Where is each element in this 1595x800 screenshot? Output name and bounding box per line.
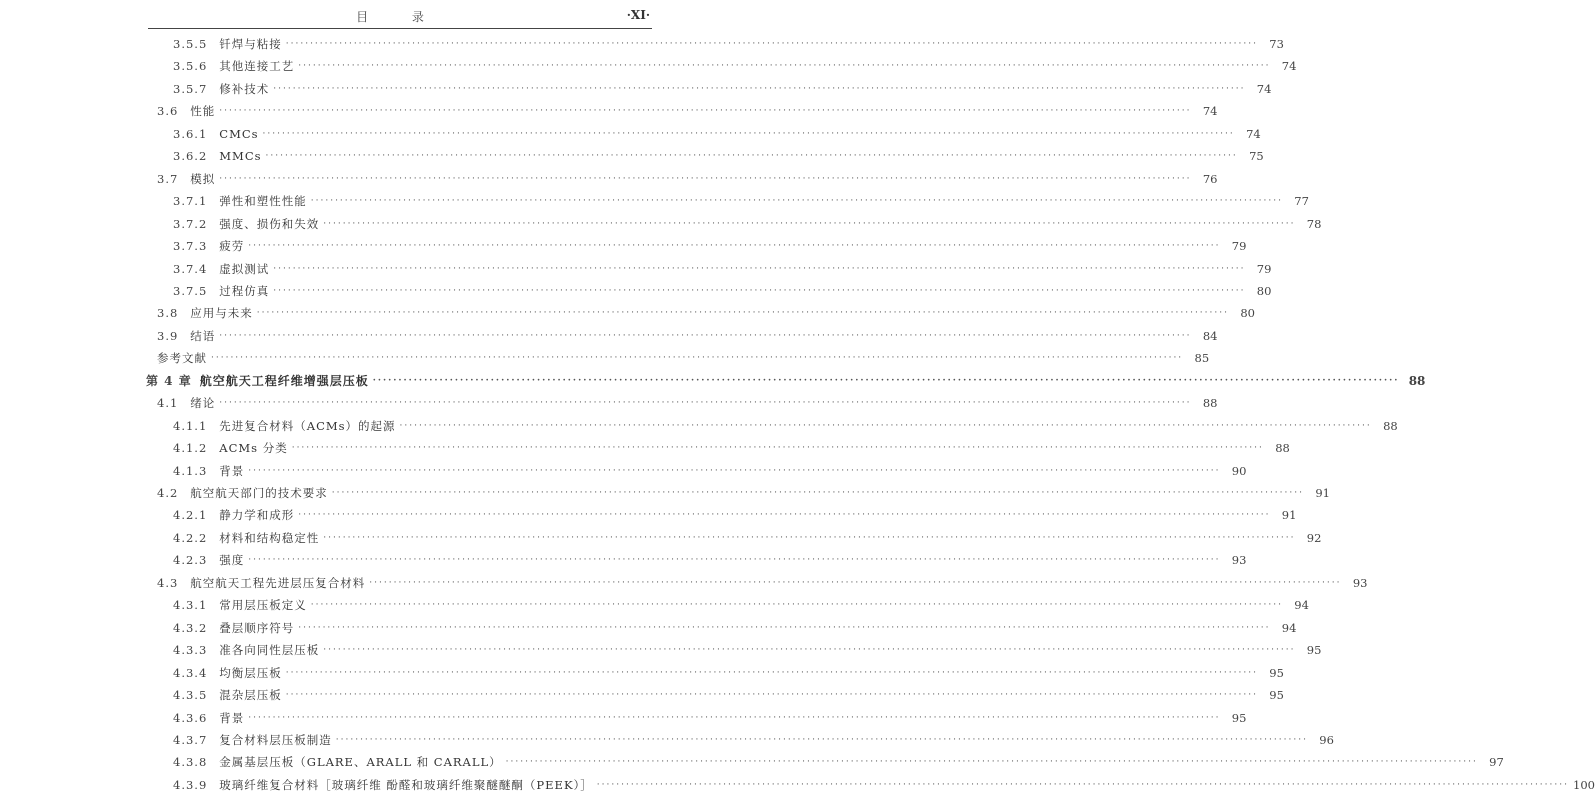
toc-leader-dots: ········································································································································································································ [219,330,1192,341]
toc-entry-number: 4.2.1 [173,508,208,523]
toc-entry-number: 4.1.1 [173,418,208,433]
toc-entry-number: 4.3.5 [173,688,208,703]
toc-entry-number: 3.7.2 [173,216,208,231]
toc-entry-title: 均衡层压板 [219,665,282,680]
toc-entry-number: 4.3.1 [173,598,208,613]
toc-leader-dots: ········································································································································································································ [323,218,1296,229]
toc-entry-title: 复合材料层压板制造 [219,732,332,747]
toc-entry-title: 叠层顺序符号 [219,620,295,635]
toc-entry[interactable] [173,34,1284,54]
toc-entry-title: 航空航天工程先进层压复合材料 [190,575,366,590]
toc-entry-title: 航空航天部门的技术要求 [190,486,328,500]
toc-entry-number: 3.7 [157,171,179,186]
toc-entry[interactable] [173,708,1247,728]
toc-leader-dots: ········································································································································································································ [399,420,1372,431]
toc-entry[interactable] [173,752,1504,772]
toc-entry-page: 90 [1231,463,1247,478]
toc-entry-page: 88 [1275,441,1290,456]
toc-entry[interactable] [173,505,1297,525]
toc-entry-page: 74 [1202,104,1218,119]
toc-entry-page: 97 [1489,755,1504,770]
toc-entry-page: 74 [1281,59,1297,74]
toc-entry-number: 4.3.9 [173,777,208,792]
toc-leader-dots: ········································································································································································································ [273,263,1246,274]
toc-leader-dots: ········································································································································································································ [248,465,1221,476]
toc-entry[interactable] [173,191,1309,211]
toc-entry-number: 4.3.3 [173,643,208,658]
toc-entry-page: 88 [1202,396,1218,411]
toc-entry-page: 95 [1269,688,1284,703]
toc-leader-dots: ········································································································································································································ [323,532,1296,543]
toc-entry-number: 3.5.6 [173,59,208,74]
toc-leader-dots: ········································································································································································································ [596,779,1569,790]
toc-entry-title: CMCs [219,126,259,141]
toc-entry-page: 94 [1294,598,1309,613]
toc-leader-dots: ········································································································································································································ [211,353,1184,364]
toc-entry-number: 3.6 [157,104,179,119]
toc-entry-page: 93 [1352,575,1368,590]
toc-entry-number: 4.1 [157,396,179,411]
toc-entry-number: 3.5.7 [173,81,208,96]
toc-leader-dots: ········································································································································································································ [219,106,1192,117]
toc-entry-title: 准各向同性层压板 [219,643,320,658]
toc-leader-dots: ········································································································································································································ [372,375,1400,386]
toc-entry-page: 91 [1281,508,1297,523]
toc-entry[interactable] [173,528,1322,548]
toc-entry-title: 弹性和塑性性能 [219,194,307,209]
toc-entry-page: 76 [1202,171,1218,186]
toc-entry-number: 3.7.1 [173,194,208,209]
toc-entry-title: 玻璃纤维复合材料［玻璃纤维 酚醛和玻璃纤维聚醚醚酮（PEEK）］ [219,777,593,792]
toc-leader-dots: ········································································································································································································ [298,61,1271,72]
toc-entry-number: 3.5.5 [173,37,208,51]
toc-leader-dots: ········································································································································································································ [298,622,1271,633]
toc-leader-dots: ········································································································································································································ [256,308,1229,319]
toc-entry[interactable] [157,483,1330,503]
toc-entry-title: 过程仿真 [219,283,270,298]
toc-entry-number: 3.7.5 [173,283,208,298]
toc-leader-dots: ········································································································································································································ [369,577,1342,588]
toc-entry-title: 材料和结构稳定性 [219,530,320,545]
toc-entry-title: 强度 [219,553,245,568]
toc-entry-title: 强度、损伤和失效 [219,216,320,231]
toc-leader-dots: ········································································································································································································ [285,39,1258,49]
toc-entry-page: 93 [1231,553,1247,568]
toc-entry[interactable] [173,730,1334,750]
toc-chapter-entry[interactable] [146,371,1426,391]
toc-entry[interactable] [173,595,1309,615]
toc-entry-title: 疲劳 [219,239,245,254]
toc-leader-dots: ········································································································································································································ [248,555,1221,566]
toc-entry-number: 3.6.1 [173,126,208,141]
toc-entry[interactable] [157,101,1218,121]
toc-entry[interactable] [173,438,1290,458]
toc-entry-title: 性能 [190,104,216,119]
toc-entry-title: 应用与未来 [190,306,253,321]
toc-entry-page: 94 [1281,620,1297,635]
toc-leader-dots: ········································································································································································································ [335,734,1308,745]
toc-entry-page: 95 [1269,665,1284,680]
toc-entry[interactable] [173,775,1595,795]
toc-entry-page: 88 [1383,418,1398,433]
toc-leader-dots: ········································································································································································································ [310,196,1283,207]
toc-entry-title: 虚拟测试 [219,261,270,276]
toc-entry-number: 4.2 [157,486,179,500]
header-title: 目 录 [356,10,444,24]
toc-entry[interactable] [173,146,1264,166]
toc-entry[interactable] [157,169,1218,189]
toc-entry-title: 结语 [190,328,216,343]
toc-entry[interactable] [173,281,1272,301]
toc-entry-number: 4.3.6 [173,710,208,725]
toc-leader-dots: ········································································································································································································ [273,83,1246,94]
toc-entry-page: 84 [1202,328,1218,343]
toc-entry[interactable] [157,326,1218,346]
toc-entry-page: 95 [1231,710,1247,725]
toc-leader-dots: ········································································································································································································ [265,151,1238,162]
toc-entry[interactable] [173,461,1247,481]
toc-entry-title: 修补技术 [219,81,270,96]
toc-leader-dots: ········································································································································································································ [298,510,1271,521]
toc-entry-title: 背景 [219,463,245,478]
toc-entry-title: 先进复合材料（ACMs）的起源 [219,418,396,433]
toc-leader-dots: ········································································································································································································ [248,712,1221,723]
toc-entry-page: 73 [1269,37,1284,51]
toc-entry[interactable] [173,663,1284,683]
toc-entry-title: 钎焊与粘接 [219,37,282,51]
toc-entry[interactable] [173,79,1272,99]
toc-leader-dots: ········································································································································································································ [285,667,1258,678]
toc-entry-page: 77 [1294,194,1309,209]
toc-entry[interactable] [173,550,1247,570]
toc-entry-page: 85 [1194,351,1210,366]
toc-leader-dots: ········································································································································································································ [248,241,1221,252]
toc-leader-dots: ········································································································································································································ [262,128,1235,139]
toc-entry[interactable] [157,348,1210,368]
toc-entry-number: 4.3.2 [173,620,208,635]
toc-entry-number: 4.3 [157,575,179,590]
toc-entry-page: 75 [1249,149,1264,164]
toc-entry-title: 静力学和成形 [219,508,295,523]
toc-leader-dots: ········································································································································································································ [505,757,1478,768]
toc-entry-page: 100 [1573,777,1595,792]
toc-entry-number: 4.3.7 [173,732,208,747]
toc-entry-title: 混杂层压板 [219,688,282,703]
toc-entry-title: 参考文献 [157,351,207,366]
toc-entry[interactable] [173,640,1322,660]
toc-entry-number: 4.3.4 [173,665,208,680]
toc-entry-page: 96 [1319,732,1334,747]
toc-leader-dots: ········································································································································································································ [323,645,1296,656]
toc-entry-title: 常用层压板定义 [219,598,307,613]
toc-leader-dots: ········································································································································································································ [310,600,1283,611]
toc-entry-title: ACMs 分类 [219,441,288,456]
toc-entry-page: 80 [1240,306,1255,321]
toc-entry-number: 第 4 章 [146,373,192,388]
toc-entry-number: 4.2.3 [173,553,208,568]
toc-entry[interactable] [173,236,1247,256]
toc-leader-dots: ········································································································································································································ [331,488,1304,498]
toc-leader-dots: ········································································································································································································ [291,443,1264,454]
toc-entry-page: 79 [1256,261,1272,276]
toc-entry-number: 3.7.3 [173,239,208,254]
toc-entry-page: 74 [1246,126,1261,141]
toc-entry-title: 背景 [219,710,245,725]
toc-entry-title: 其他连接工艺 [219,59,295,74]
toc-entry[interactable] [157,393,1218,413]
toc-entry[interactable] [173,124,1261,144]
toc-entry[interactable] [173,56,1297,76]
toc-entry[interactable] [173,685,1284,705]
toc-leader-dots: ········································································································································································································ [219,398,1192,409]
toc-entry[interactable] [173,214,1322,234]
toc-entry-number: 4.3.8 [173,755,208,770]
page-header [148,0,652,29]
toc-entry-number: 3.6.2 [173,149,208,164]
toc-entry-number: 3.9 [157,328,179,343]
toc-entry-number: 3.8 [157,306,179,321]
toc-entry-title: 金属基层压板（GLARE、ARALL 和 CARALL） [219,755,502,770]
toc-entry-page: 91 [1315,486,1330,500]
toc-entry-page: 88 [1408,373,1426,388]
toc-entry[interactable] [157,303,1255,323]
toc-entry-title: 模拟 [190,171,216,186]
toc-entry-page: 92 [1306,530,1322,545]
toc-leader-dots: ········································································································································································································ [219,173,1192,184]
toc-entry[interactable] [173,416,1398,436]
toc-entry-page: 95 [1306,643,1322,658]
toc-entry[interactable] [157,573,1368,593]
toc-entry[interactable] [173,259,1272,279]
toc-entry-number: 4.1.2 [173,441,208,456]
toc-entry-number: 4.1.3 [173,463,208,478]
toc-entry-title: 航空航天工程纤维增强层压板 [199,373,369,388]
toc-entry[interactable] [173,618,1297,638]
header-page-number: ·XI· [626,8,650,22]
toc-entry-page: 74 [1256,81,1272,96]
toc-entry-page: 78 [1306,216,1322,231]
toc-entry-title: MMCs [219,149,262,164]
toc-entry-number: 3.7.4 [173,261,208,276]
toc-leader-dots: ········································································································································································································ [285,690,1258,701]
toc-entry-number: 4.2.2 [173,530,208,545]
toc-entry-page: 80 [1256,283,1272,298]
toc-entry-page: 79 [1231,239,1247,254]
toc-leader-dots: ········································································································································································································ [273,285,1246,296]
toc-entry-title: 绪论 [190,396,216,411]
